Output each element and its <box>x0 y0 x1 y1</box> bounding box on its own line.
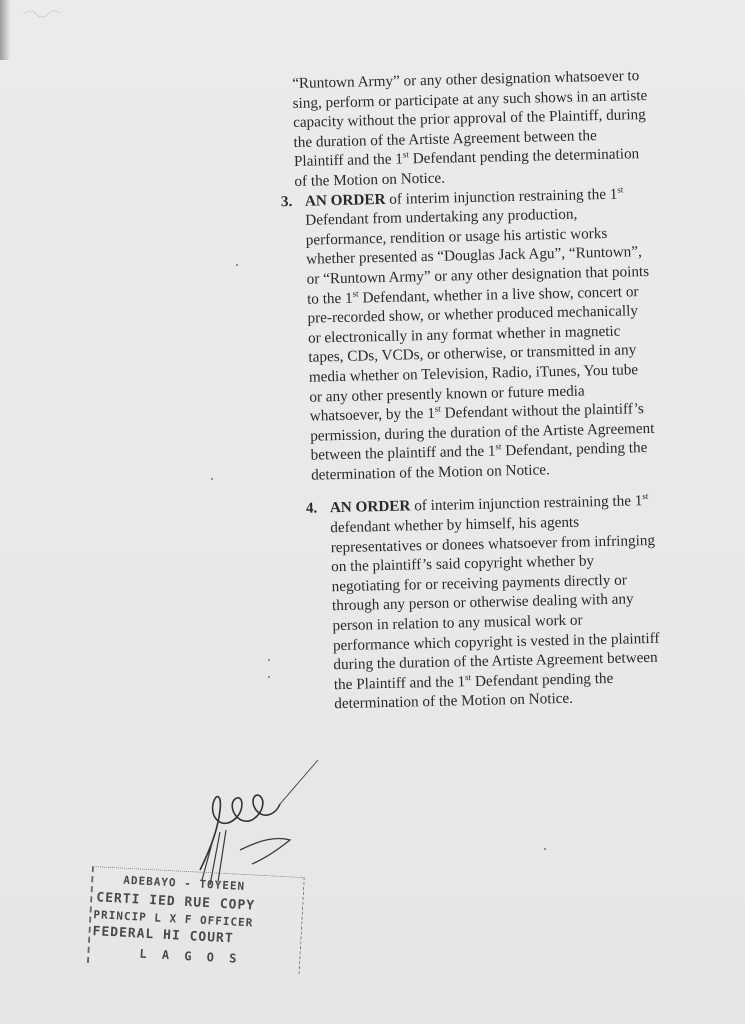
order-text-block <box>280 66 661 715</box>
order-item-4-text <box>330 491 662 714</box>
stamp-officer: PRINCIP L X F OFFICER <box>93 908 254 930</box>
continuation-paragraph: “Runtown Army” or any other designation whatsoever to sing, perform or participate at any such shows in an artiste capacity without the prior approval of the Plaintiff, during the duration of the Artiste Agreement between the Plaintiff and the 1st Defendant pending the determination of the Motion on Notice. <box>292 67 648 190</box>
scan-speck <box>268 659 270 661</box>
stamp-name: ADEBAYO - TOYEEN <box>122 873 246 894</box>
item-number: 4. <box>305 500 318 518</box>
order-body: of interim injunction restraining the 1st Defendant from undertaking any production, performance, rendition or usage his artistic works whether presented as “Douglas Jack Agu”, “Runtown”, or “Runtown Army” or any other designation that points to the 1st Defendant, whether in a live show, concert or pre-recorded show, or whether produced mechanically or electronically in any format whether in magnetic tapes, CDs, VCDs, or otherwise, or transmitted in any media whether on Television, Radio, iTunes, You tube or any other presently known or future media whatsoever, by the 1st Defendant without the plaintiff’s permission, during the duration of the Artiste Agreement between the plaintiff and the 1st Defendant, pending the determination of the Motion on Notice. <box>305 184 655 484</box>
order-lead: AN ORDER <box>329 497 411 517</box>
stamp-court: FEDERAL HI COURT <box>92 924 234 947</box>
order-body: of interim injunction restraining the 1st defendant whether by himself, his agents representatives or donees whatsoever from infringing on the plaintiff’s said copyright whether by negotiating for or receiving payments directly or through any person or otherwise dealing with any person in relation to any musical work or performance which copyright is vested in the plaintiff during the duration of the Artiste Agreement between the Plaintiff and the 1st Defendant pending the determination of the Motion on Notice. <box>330 491 660 713</box>
stamp-city: L A G O S <box>139 946 241 966</box>
handwritten-signature <box>180 740 320 890</box>
scan-edge-shadow <box>0 0 10 60</box>
scan-speck <box>211 478 213 480</box>
scan-speck <box>236 264 238 266</box>
stamp-certified: CERTI IED RUE COPY <box>95 890 256 914</box>
order-lead: AN ORDER <box>304 190 386 210</box>
scan-corner-mark <box>22 6 62 20</box>
order-item-3-text <box>305 183 657 485</box>
order-item-4 <box>306 491 662 714</box>
item-number: 3. <box>280 192 293 210</box>
scan-speck <box>268 676 270 678</box>
scan-speck <box>544 848 546 850</box>
order-item-3 <box>281 183 657 485</box>
certified-true-copy-stamp <box>87 866 304 977</box>
